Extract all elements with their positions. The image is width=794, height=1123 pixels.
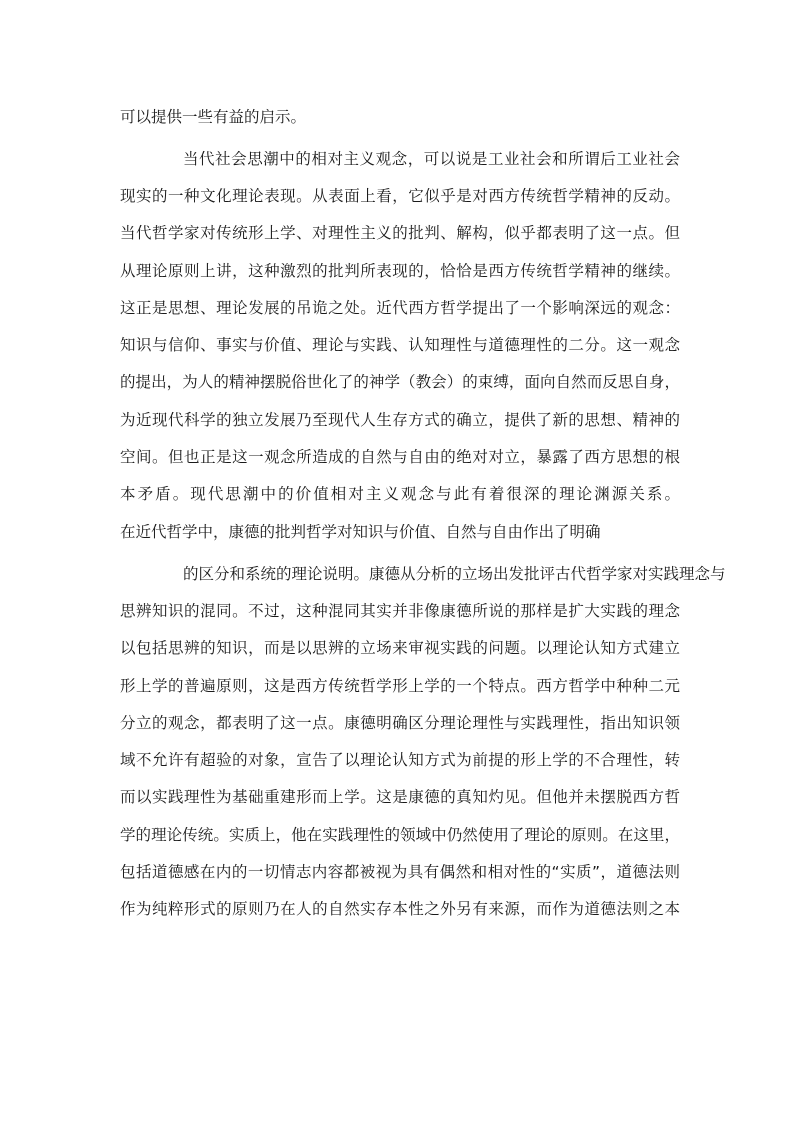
text-line: 现实的一种文化理论表现。从表面上看，它似乎是对西方传统哲学精神的反动。 (120, 187, 680, 205)
text-line: 包括道德感在内的一切情志内容都被视为具有偶然和相对性的“实质”，道德法则 (120, 863, 680, 881)
paragraph-first-line: 的区分和系统的理论说明。康德从分析的立场出发批评古代哲学家对实践理念与 (183, 565, 726, 583)
text-line: 知识与信仰、事实与价值、理论与实践、认知理性与道德理性的二分。这一观念 (120, 336, 680, 354)
text-line: 在近代哲学中，康德的批判哲学对知识与价值、自然与自由作出了明确 (120, 523, 601, 541)
text-line: 域不允许有超验的对象，宣告了以理论认知方式为前提的形上学的不合理性，转 (120, 751, 680, 769)
text-line: 这正是思想、理论发展的吊诡之处。近代西方哲学提出了一个影响深远的观念： (120, 299, 680, 317)
text-line: 思辨知识的混同。不过，这种混同其实并非像康德所说的那样是扩大实践的理念 (120, 602, 680, 620)
text-line: 本矛盾。现代思潮中的价值相对主义观念与此有着很深的理论渊源关系。 (120, 485, 680, 503)
text-line: 学的理论传统。实质上，他在实践理性的领域中仍然使用了理论的原则。在这里， (120, 826, 680, 844)
text-line: 作为纯粹形式的原则乃在人的自然实存本性之外另有来源，而作为道德法则之本 (120, 900, 680, 918)
text-line: 可以提供一些有益的启示。 (120, 108, 307, 126)
text-line: 从理论原则上讲，这种激烈的批判所表现的，恰恰是西方传统哲学精神的继续。 (120, 262, 680, 280)
text-line: 而以实践理性为基础重建形而上学。这是康德的真知灼见。但他并未摆脱西方哲 (120, 788, 680, 806)
text-line: 当代哲学家对传统形上学、对理性主义的批判、解构，似乎都表明了这一点。但 (120, 224, 680, 242)
text-line: 的提出，为人的精神摆脱俗世化了的神学（教会）的束缚，面向自然而反思自身， (120, 373, 680, 391)
text-line: 以包括思辨的知识，而是以思辨的立场来审视实践的问题。以理论认知方式建立 (120, 639, 680, 657)
text-line: 空间。但也正是这一观念所造成的自然与自由的绝对对立，暴露了西方思想的根 (120, 448, 680, 466)
text-line: 形上学的普遍原则，这是西方传统哲学形上学的一个特点。西方哲学中种种二元 (120, 677, 680, 695)
paragraph-first-line: 当代社会思潮中的相对主义观念，可以说是工业社会和所谓后工业社会 (183, 150, 680, 168)
text-line: 分立的观念，都表明了这一点。康德明确区分理论理性与实践理性，指出知识领 (120, 714, 680, 732)
text-line: 为近现代科学的独立发展乃至现代人生存方式的确立，提供了新的思想、精神的 (120, 411, 680, 429)
